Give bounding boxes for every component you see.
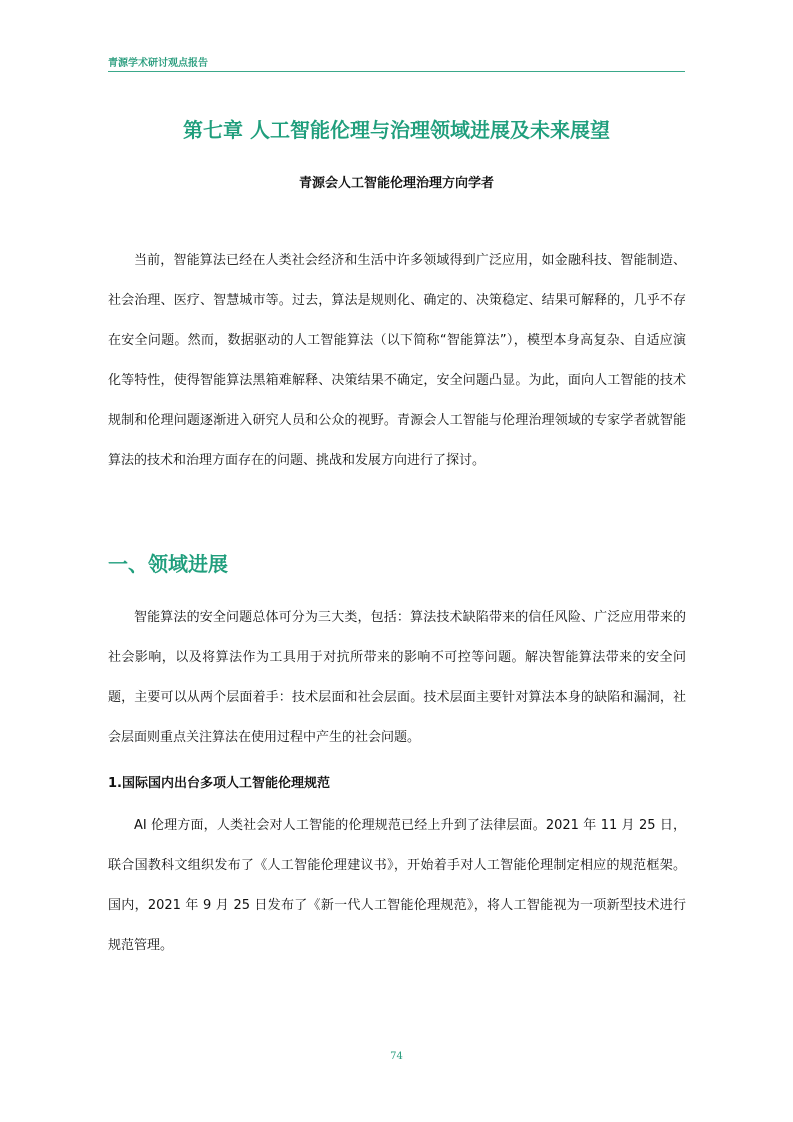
chapter-author: 青源会人工智能伦理治理方向学者	[298, 176, 494, 191]
header-divider	[108, 71, 685, 72]
running-header: 青源学术研讨观点报告	[108, 58, 208, 69]
section-paragraph: 智能算法的安全问题总体可分为三大类，包括：算法技术缺陷带来的信任风险、广泛应用带来的社会影响，以及将算法作为工具用于对抗所带来的影响不可控等问题。解决智能算法带来的安全问题，主要可以从两个层面着手：技术层面和社会层面。技术层面主要针对算法本身的缺陷和漏洞，社会层面则重点关注算法在使用过程中产生的社会问题。	[108, 610, 686, 745]
subsection-paragraph: AI 伦理方面，人类社会对人工智能的伦理规范已经上升到了法律层面。2021 年 11 月 25 日，联合国教科文组织发布了《人工智能伦理建议书》，开始着手对人工智能伦理制定相应的规范框架。国内，2021 年 9 月 25 日发布了《新一代人工智能伦理规范》，将人工智能视为一项新型技术进行规范管理。	[108, 818, 686, 953]
page-number: 74	[390, 1051, 403, 1062]
section-heading: 一、领域进展	[108, 552, 228, 576]
intro-paragraph: 当前，智能算法已经在人类社会经济和生活中许多领域得到广泛应用，如金融科技、智能制造、社会治理、医疗、智慧城市等。过去，算法是规则化、确定的、决策稳定、结果可解释的，几乎不存在安全问题。然而，数据驱动的人工智能算法（以下简称“智能算法”），模型本身高复杂、自适应演化等特性，使得智能算法黑箱难解释、决策结果不确定，安全问题凸显。为此，面向人工智能的技术规制和伦理问题逐渐进入研究人员和公众的视野。青源会人工智能与伦理治理领域的专家学者就智能算法的技术和治理方面存在的问题、挑战和发展方向进行了探讨。	[108, 253, 686, 468]
chapter-title: 第七章 人工智能伦理与治理领域进展及未来展望	[183, 118, 610, 142]
subsection-heading: 1.国际国内出台多项人工智能伦理规范	[108, 776, 330, 791]
